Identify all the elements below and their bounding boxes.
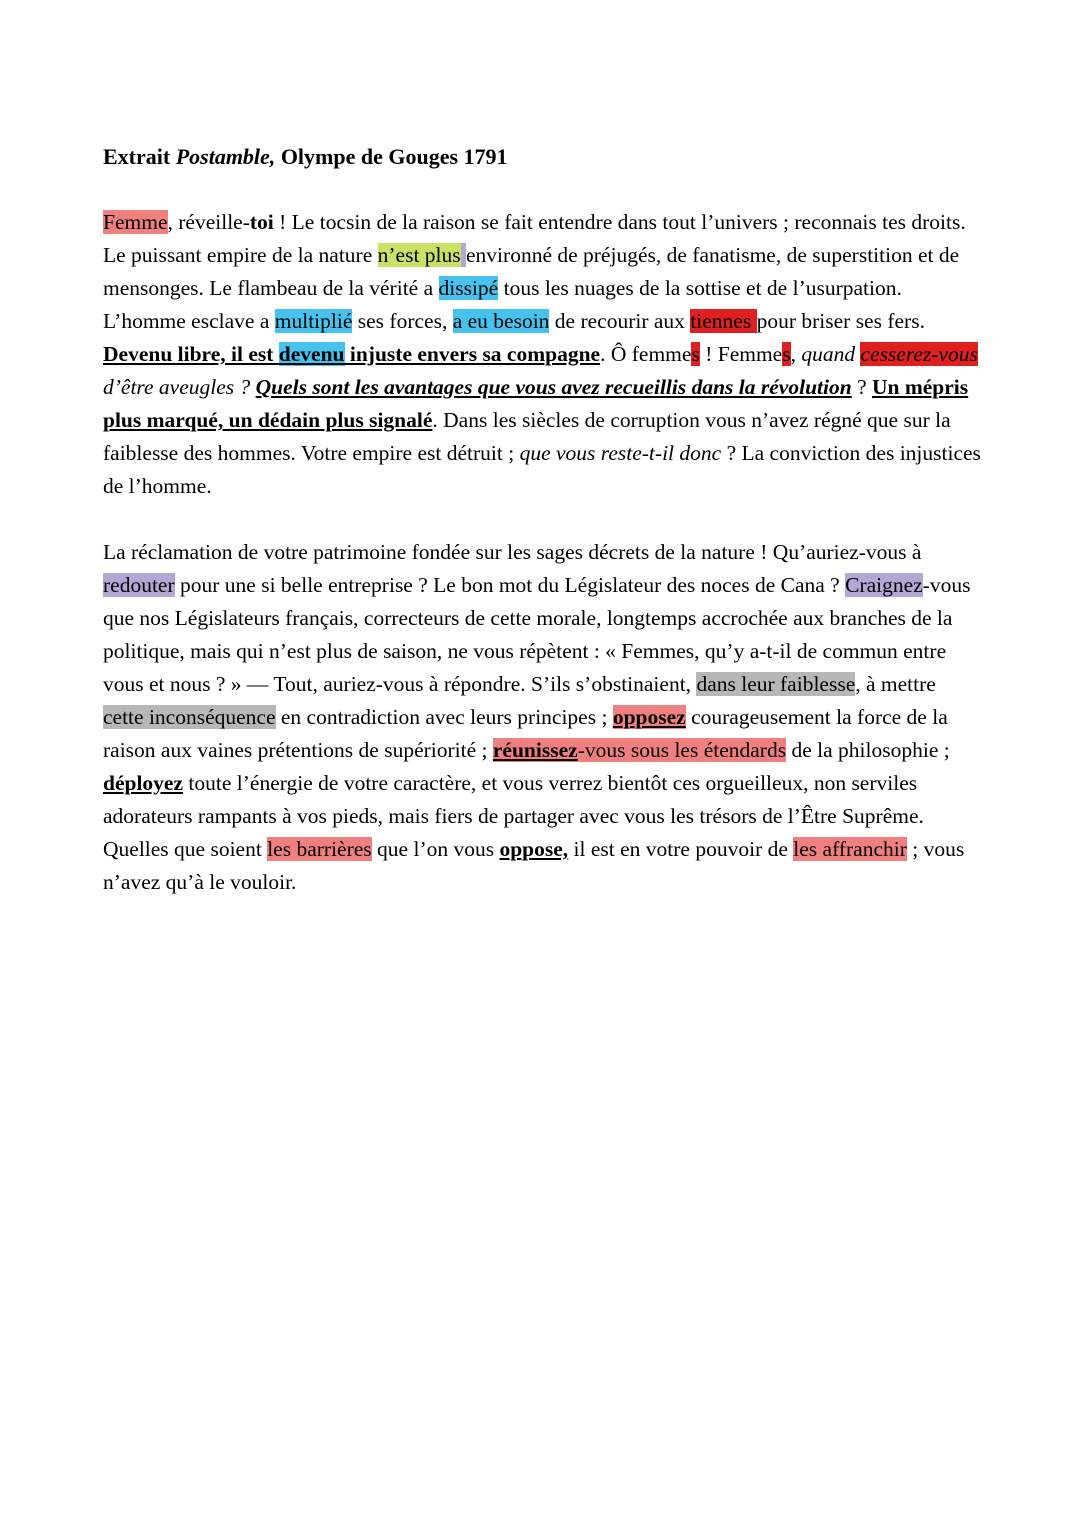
highlighted-text: a eu besoin [452, 309, 550, 333]
text-segment: -vous que nos Législateurs français, correcteurs de cette morale, longtemps accrochée aux branches de la politique, mais qui n’est plus de saison, ne vous répètent : « Femmes, qu’y a-t-il de commun entre vous et nous ? » — Tout, auriez-vous à répondre. S’ils s’obstinaient, [103, 573, 971, 696]
highlighted-text: les barrières [267, 837, 372, 861]
text-segment: courageusement la force de la raison aux vaines prétentions de supériorité ; [103, 705, 948, 762]
highlighted-text: réunissez [492, 738, 578, 762]
text-segment: de la philosophie ; [786, 738, 950, 762]
text-segment: , réveille- [167, 210, 250, 234]
text-segment: d’être aveugles ? [103, 375, 256, 399]
highlighted-text: dans leur faiblesse [696, 672, 856, 696]
text-segment: ! Le tocsin de la raison se fait entendre dans tout l’univers ; reconnais tes droits. Le puissant empire de la nature [103, 210, 966, 267]
text-segment: . Ô femme [600, 342, 692, 366]
text-segment: déployez [103, 771, 184, 795]
highlighted-text: opposez [612, 705, 686, 729]
highlighted-text: s [691, 342, 700, 366]
text-segment: . Dans les siècles de corruption vous n’avez régné que sur la faiblesse des hommes. Votre empire est détruit ; [103, 408, 951, 465]
text-segment: de recourir aux [549, 309, 691, 333]
paragraph [103, 206, 981, 503]
text-segment: quand [801, 342, 861, 366]
document-content [103, 140, 981, 932]
text-segment: ! Femme [699, 342, 783, 366]
text-segment: il est en votre pouvoir de [568, 837, 794, 861]
text-segment: toute l’énergie de votre caractère, et vous verrez bientôt ces orgueilleux, non serviles adorateurs rampants à vos pieds, mais fiers de partager avec vous les trésors de l’Être Suprême. Quelles que soient [103, 771, 924, 861]
highlighted-text: redouter [103, 573, 175, 597]
text-segment: pour une si belle entreprise ? Le bon mot du Législateur des noces de Cana ? [174, 573, 846, 597]
text-segment: toi [249, 210, 274, 234]
highlighted-text: Femme [103, 210, 168, 234]
text-segment: Postamble, [175, 144, 276, 169]
highlighted-text: les affranchir [793, 837, 907, 861]
document-title [103, 140, 981, 173]
text-segment: que vous reste-t-il donc [519, 441, 722, 465]
highlighted-text: devenu [278, 342, 345, 366]
text-segment: en contradiction avec leurs principes ; [275, 705, 613, 729]
text-segment: , [790, 342, 802, 366]
text-segment: tous les nuages de la sottise et de l’usurpation. L’homme esclave a [103, 276, 902, 333]
document-body [103, 206, 981, 899]
highlighted-text: multiplié [274, 309, 353, 333]
highlighted-text: Craignez [845, 573, 923, 597]
highlighted-text: tiennes [690, 309, 757, 333]
text-segment: Quels sont les avantages que vous avez recueillis dans la révolution [255, 375, 852, 399]
highlighted-text: cesserez-vous [860, 342, 978, 366]
text-segment: Devenu libre, il est [103, 342, 279, 366]
text-segment: , à mettre [855, 672, 936, 696]
highlighted-text: s [782, 342, 791, 366]
text-segment: ses forces, [352, 309, 453, 333]
text-segment: Extrait [103, 144, 176, 169]
highlighted-text: dissipé [438, 276, 499, 300]
text-segment: que l’on vous [371, 837, 500, 861]
text-segment: Olympe de Gouges 1791 [275, 144, 508, 169]
text-segment: ? La conviction des injustices de l’homme. [103, 441, 981, 498]
text-segment: La réclamation de votre patrimoine fondée sur les sages décrets de la nature ! Qu’auriez-vous à [103, 540, 922, 564]
text-segment: injuste envers sa compagne [344, 342, 601, 366]
highlighted-text: -vous sous les étendards [577, 738, 787, 762]
paragraph [103, 536, 981, 899]
text-segment: pour briser ses fers. [756, 309, 925, 333]
text-segment: oppose, [499, 837, 569, 861]
text-segment: ? [851, 375, 872, 399]
text-segment: environné de préjugés, de fanatisme, de superstition et de mensonges. Le flambeau de la vérité a [103, 243, 960, 300]
highlighted-text: cette inconséquence [103, 705, 276, 729]
text-segment: Un mépris plus marqué, un dédain plus signalé [103, 375, 969, 432]
text-segment: ; vous n’avez qu’à le vouloir. [103, 837, 965, 894]
highlighted-text: n’est plus [377, 243, 461, 267]
